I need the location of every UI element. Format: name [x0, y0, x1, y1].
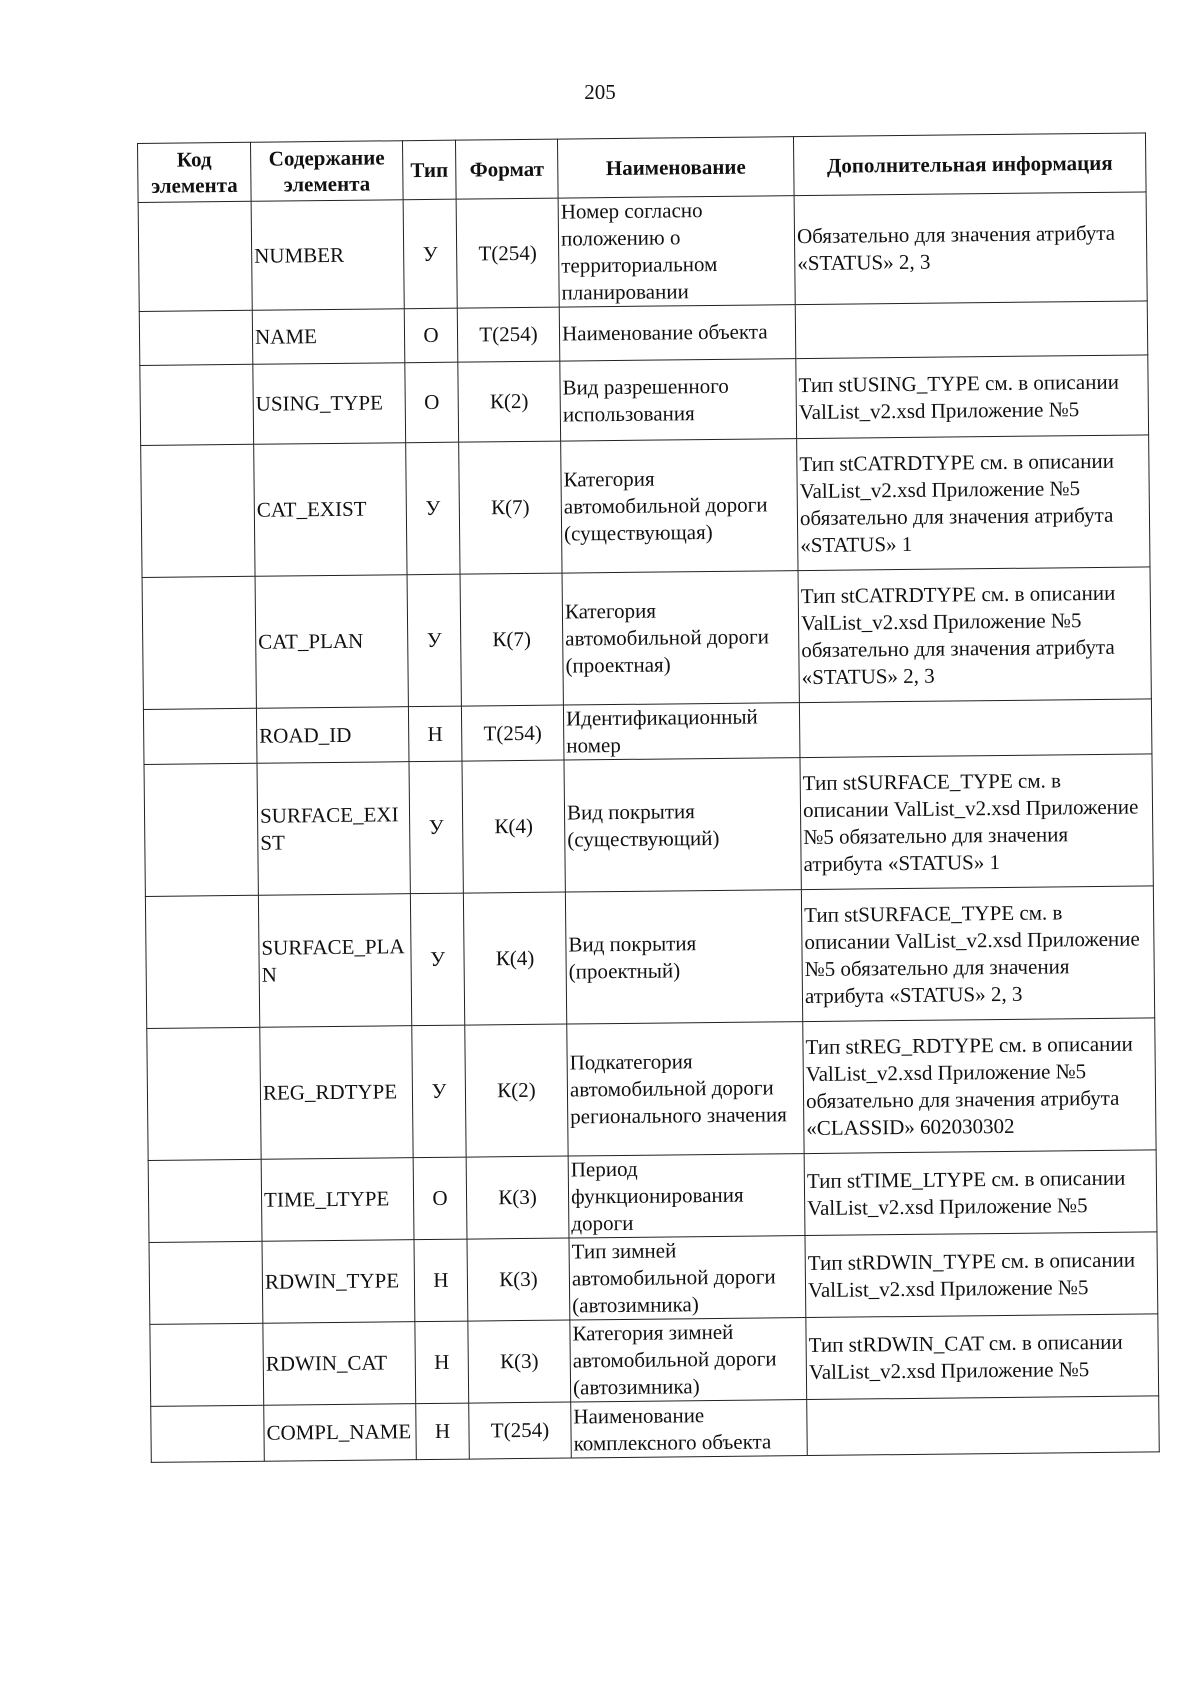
cell-type: У — [409, 761, 463, 894]
cell-format: Т(254) — [457, 307, 560, 362]
cell-code — [147, 1027, 261, 1160]
cell-type: Н — [414, 1239, 468, 1322]
cell-type: О — [413, 1157, 467, 1240]
cell-format: К(3) — [468, 1320, 571, 1403]
cell-name: Вид покрытия (проектный) — [565, 890, 802, 1024]
cell-code — [143, 708, 257, 764]
cell-format: Т(254) — [456, 198, 559, 308]
cell-format: К(4) — [463, 892, 566, 1025]
cell-info: Тип stCATRDTYPE см. в описании ValList_v2.xsd Приложение №5 обязательно для значения атрибута «STATUS» 2, 3 — [798, 567, 1151, 703]
cell-info — [799, 699, 1152, 758]
cell-name: Вид покрытия (существующий) — [564, 758, 801, 892]
cell-type: Н — [408, 706, 462, 762]
cell-info: Тип stSURFACE_TYPE см. в описании ValList_v2.xsd Приложение №5 обязательно для значения атрибута «STATUS» 2, 3 — [801, 886, 1154, 1022]
cell-code — [139, 310, 253, 365]
cell-code — [144, 763, 258, 896]
cell-code — [142, 576, 256, 709]
cell-info: Тип stUSING_TYPE см. в описании ValList_v2.xsd Приложение №5 — [796, 355, 1149, 439]
cell-element: NUMBER — [251, 200, 404, 311]
header-type: Тип — [402, 140, 456, 200]
cell-name: Номер согласно положению о территориальном планировании — [558, 196, 795, 307]
table-row — [142, 567, 1151, 710]
header-info: Дополнительная информация — [793, 133, 1146, 196]
header-name: Наименование — [557, 137, 794, 198]
table-row — [151, 1396, 1160, 1463]
table-row — [140, 355, 1149, 446]
table-row — [144, 754, 1153, 897]
cell-element: ROAD_ID — [256, 707, 409, 764]
header-element: Содержание элемента — [250, 141, 403, 202]
cell-element: NAME — [252, 309, 405, 365]
cell-info — [807, 1396, 1160, 1456]
table-row — [147, 1018, 1156, 1161]
cell-element: COMPL_NAME — [264, 1404, 417, 1462]
cell-format: К(4) — [462, 760, 565, 893]
cell-type: У — [412, 1025, 466, 1158]
cell-info: Тип stRDWIN_CAT см. в описании ValList_v2.xsd Приложение №5 — [806, 1314, 1159, 1400]
cell-name: Период функционирования дороги — [568, 1154, 805, 1238]
table-row — [145, 886, 1154, 1029]
cell-name: Вид разрешенного использования — [560, 359, 797, 441]
cell-type: У — [410, 893, 464, 1026]
cell-info — [795, 301, 1148, 359]
cell-element: USING_TYPE — [253, 363, 406, 445]
cell-format: Т(254) — [469, 1402, 572, 1459]
cell-element: CAT_EXIST — [254, 443, 407, 577]
cell-type: У — [406, 442, 460, 575]
table-row — [150, 1314, 1159, 1407]
cell-type: У — [403, 199, 457, 309]
cell-info: Тип stRDWIN_TYPE см. в описании ValList_v2.xsd Приложение №5 — [805, 1232, 1158, 1318]
cell-format: К(3) — [466, 1156, 569, 1239]
table-row — [148, 1150, 1157, 1243]
cell-format: К(7) — [460, 573, 563, 706]
cell-name: Категория автомобильной дороги (существующая) — [561, 439, 798, 573]
cell-code — [150, 1323, 264, 1406]
cell-code — [148, 1159, 262, 1242]
cell-type: Н — [415, 1321, 469, 1404]
cell-name: Подкатегория автомобильной дороги регионального значения — [567, 1022, 804, 1156]
cell-name: Тип зимней автомобильной дороги (автозимника) — [569, 1236, 806, 1320]
cell-element: RDWIN_TYPE — [262, 1240, 415, 1324]
cell-info: Тип stSURFACE_TYPE см. в описании ValList_v2.xsd Приложение №5 обязательно для значения атрибута «STATUS» 1 — [800, 754, 1153, 890]
cell-element: TIME_LTYPE — [261, 1158, 414, 1242]
cell-element: SURFACE_EXIST — [257, 762, 410, 896]
cell-name: Категория зимней автомобильной дороги (автозимника) — [570, 1318, 807, 1402]
cell-name: Наименование объекта — [559, 305, 796, 361]
table-row — [141, 435, 1150, 578]
cell-code — [140, 364, 254, 445]
cell-type: Н — [416, 1403, 470, 1460]
cell-format: К(2) — [458, 361, 561, 442]
cell-info: Тип stCATRDTYPE см. в описании ValList_v2.xsd Приложение №5 обязательно для значения атрибута «STATUS» 1 — [797, 435, 1150, 571]
cell-code — [141, 444, 255, 577]
cell-code — [151, 1405, 265, 1462]
cell-format: К(2) — [465, 1024, 568, 1157]
table-row — [138, 192, 1147, 312]
cell-info: Обязательно для значения атрибута «STATUS» 2, 3 — [794, 192, 1147, 305]
cell-format: К(3) — [467, 1238, 570, 1321]
table-body — [138, 192, 1159, 1462]
cell-type: О — [405, 362, 459, 443]
cell-code — [145, 895, 259, 1028]
cell-code — [138, 201, 252, 311]
cell-format: К(7) — [459, 441, 562, 574]
cell-element: CAT_PLAN — [255, 575, 408, 709]
cell-format: Т(254) — [461, 705, 564, 761]
header-code: Код элемента — [138, 142, 252, 202]
cell-info: Тип stREG_RDTYPE см. в описании ValList_v2.xsd Приложение №5 обязательно для значения атрибута «CLASSID» 602030302 — [803, 1018, 1156, 1154]
attribute-table — [137, 132, 1160, 1462]
header-format: Формат — [455, 139, 558, 199]
cell-element: RDWIN_CAT — [263, 1322, 416, 1406]
table-header — [138, 133, 1147, 203]
cell-name: Наименование комплексного объекта — [571, 1400, 808, 1458]
cell-type: У — [407, 574, 461, 707]
cell-info: Тип stTIME_LTYPE см. в описании ValList_v2.xsd Приложение №5 — [804, 1150, 1157, 1236]
cell-code — [149, 1241, 263, 1324]
cell-type: О — [404, 308, 458, 363]
table-row — [149, 1232, 1158, 1325]
cell-element: REG_RDTYPE — [260, 1026, 413, 1160]
page-number: 205 — [584, 80, 616, 104]
cell-name: Категория автомобильной дороги (проектная) — [562, 571, 799, 705]
cell-name: Идентификационный номер — [563, 703, 800, 760]
cell-element: SURFACE_PLAN — [258, 894, 411, 1028]
